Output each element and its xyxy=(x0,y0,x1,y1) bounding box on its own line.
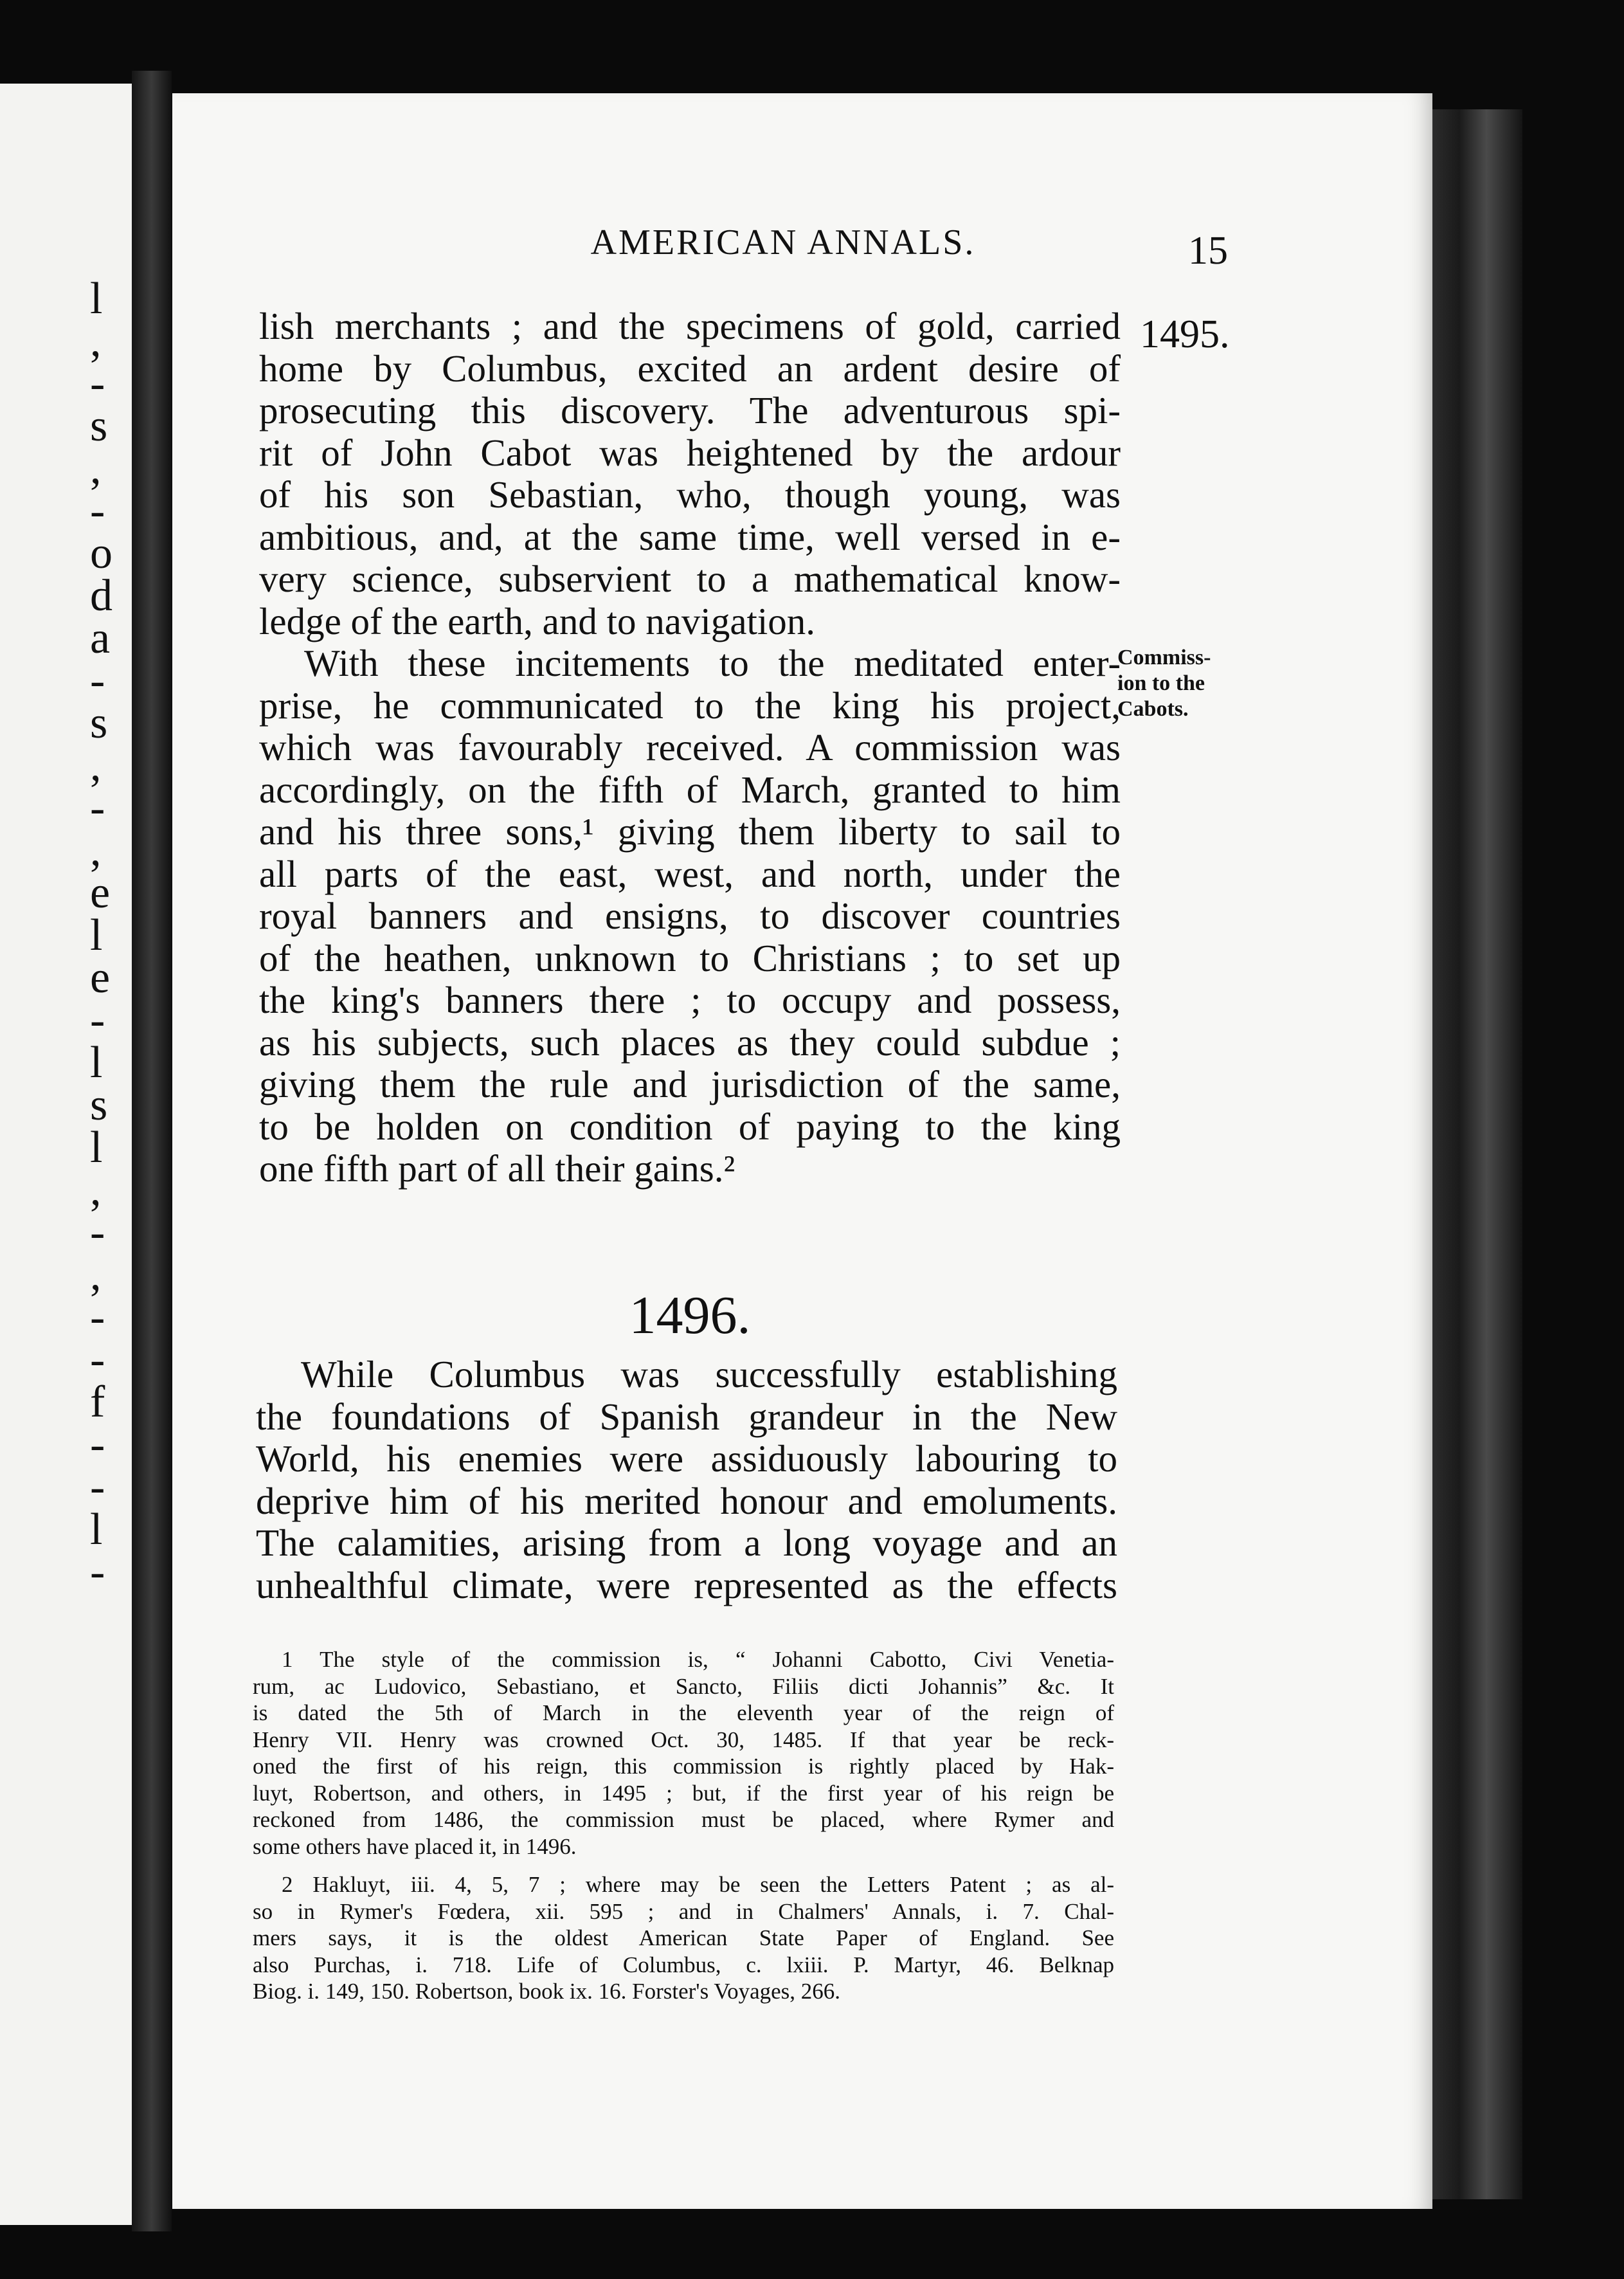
text-line: home by Columbus, excited an ardent desire of xyxy=(259,347,1121,390)
left-page-fragment: l xyxy=(90,274,103,323)
text-line: the king's banners there ; to occupy and possess, xyxy=(259,979,1121,1021)
text-line: of his son Sebastian, who, though young, was xyxy=(259,473,1121,516)
sidenote-line: ion to the xyxy=(1117,671,1205,695)
sidenote-line: Cabots. xyxy=(1117,697,1189,721)
page-number: 15 xyxy=(1188,229,1228,273)
footnote-2 xyxy=(253,1871,1114,2005)
footnote-line: mers says, it is the oldest American State Paper of England. See xyxy=(253,1925,1114,1950)
text-line: prise, he communicated to the king his project, xyxy=(259,684,1121,727)
year-heading: 1496. xyxy=(629,1285,751,1345)
paragraph-3 xyxy=(256,1354,1117,1606)
left-page-fragment: e xyxy=(90,953,111,1003)
text-line: deprive him of his merited honour and emoluments. xyxy=(256,1479,1117,1522)
left-page-fragment: d xyxy=(90,571,113,621)
footnote-1 xyxy=(253,1646,1114,1860)
sidenote xyxy=(1117,645,1265,722)
left-page-fragment: s xyxy=(90,1080,108,1130)
left-page-fragment: a xyxy=(90,613,111,663)
left-page-fragment: , xyxy=(90,316,102,366)
left-page-fragment: - xyxy=(90,359,105,408)
text-line: and his three sons,¹ giving them liberty to sail to xyxy=(259,810,1121,853)
text-line: unhealthful climate, were represented as the effects xyxy=(256,1563,1117,1606)
left-page-fragment: l xyxy=(90,1505,103,1554)
left-page-fragment: - xyxy=(90,656,105,705)
left-page-fragment: - xyxy=(90,995,105,1045)
page-edge-shadow xyxy=(1432,109,1522,2199)
left-facing-page xyxy=(0,84,136,2225)
footnote-line: 2 Hakluyt, iii. 4, 5, 7 ; where may be seen the Letters Patent ; as al- xyxy=(282,1872,1114,1897)
footnote-line: is dated the 5th of March in the eleventh year of the reign of xyxy=(253,1700,1114,1725)
left-page-fragment: - xyxy=(90,486,105,536)
footnote-line: 1 The style of the commission is, “ Johanni Cabotto, Civi Venetia- xyxy=(282,1647,1114,1672)
left-page-fragment: - xyxy=(90,1420,105,1469)
text-line: While Columbus was successfully establishing xyxy=(301,1353,1117,1395)
book-gutter xyxy=(132,71,172,2231)
main-text xyxy=(259,305,1121,1190)
left-page-fragment: f xyxy=(90,1377,105,1427)
footnote-line: some others have placed it, in 1496. xyxy=(253,1833,577,1859)
left-page-fragment: l xyxy=(90,1123,103,1172)
footnote-line: Biog. i. 149, 150. Robertson, book ix. 16. Forster's Voyages, 266. xyxy=(253,1979,841,2004)
left-page-fragment: , xyxy=(90,826,102,875)
left-page-fragment: e xyxy=(90,868,111,918)
text-line: rit of John Cabot was heightened by the ardour xyxy=(259,431,1121,474)
text-line: ledge of the earth, and to navigation. xyxy=(259,599,816,642)
text-line: as his subjects, such places as they could subdue ; xyxy=(259,1021,1121,1064)
text-line: one fifth part of all their gains.² xyxy=(259,1147,735,1190)
text-line: giving them the rule and jurisdiction of the same, xyxy=(259,1063,1121,1105)
text-line: With these incitements to the meditated enter- xyxy=(304,642,1121,684)
text-line: the foundations of Spanish grandeur in the New xyxy=(256,1395,1117,1438)
left-page-fragment: l xyxy=(90,911,103,960)
text-line: ambitious, and, at the same time, well versed in e- xyxy=(259,515,1121,558)
left-page-fragment: - xyxy=(90,1547,105,1597)
left-page-fragment: o xyxy=(90,529,113,578)
page xyxy=(172,93,1432,2209)
left-page-fragment: - xyxy=(90,1335,105,1385)
left-page-fragment: - xyxy=(90,1462,105,1512)
footnote-line: reckoned from 1486, the commission must be placed, where Rymer and xyxy=(253,1807,1114,1832)
margin-year: 1495. xyxy=(1140,313,1230,356)
left-page-fragment: s xyxy=(90,698,108,748)
text-line: very science, subservient to a mathematical know- xyxy=(259,558,1121,600)
text-line: all parts of the east, west, and north, under the xyxy=(259,852,1121,895)
sidenote-line: Commiss- xyxy=(1117,646,1211,669)
left-page-fragment: , xyxy=(90,444,102,493)
left-page-fragment: - xyxy=(90,1293,105,1342)
footnote-line: luyt, Robertson, and others, in 1495 ; but, if the first year of his reign be xyxy=(253,1780,1114,1806)
page-header xyxy=(172,222,1432,280)
text-line: to be holden on condition of paying to the king xyxy=(259,1105,1121,1148)
paragraph-2 xyxy=(259,642,1121,1190)
footnote-line: oned the first of his reign, this commission is rightly placed by Hak- xyxy=(253,1754,1114,1779)
text-line: accordingly, on the fifth of March, granted to him xyxy=(259,768,1121,811)
text-line: lish merchants ; and the specimens of gold, carried xyxy=(259,305,1121,347)
footnote-line: Henry VII. Henry was crowned Oct. 30, 1485. If that year be reck- xyxy=(253,1727,1114,1752)
text-line: which was favourably received. A commission was xyxy=(259,726,1121,768)
running-title: AMERICAN ANNALS. xyxy=(590,222,976,262)
main-text-continued xyxy=(256,1354,1117,1606)
text-line: World, his enemies were assiduously labouring to xyxy=(256,1437,1117,1480)
left-page-fragment: , xyxy=(90,1165,102,1215)
left-page-fragment: , xyxy=(90,1250,102,1300)
text-line: royal banners and ensigns, to discover countries xyxy=(259,894,1121,937)
text-line: prosecuting this discovery. The adventurous spi- xyxy=(259,389,1121,431)
footnote-line: so in Rymer's Fœdera, xii. 595 ; and in Chalmers' Annals, i. 7. Chal- xyxy=(253,1898,1114,1924)
left-page-fragment: - xyxy=(90,783,105,833)
text-line: The calamities, arising from a long voyage and an xyxy=(256,1521,1117,1564)
text-line: of the heathen, unknown to Christians ; to set up xyxy=(259,936,1121,979)
left-page-fragment: , xyxy=(90,741,102,790)
left-page-fragment: l xyxy=(90,1038,103,1087)
paragraph-1 xyxy=(259,305,1121,642)
left-page-fragment: s xyxy=(90,401,108,451)
footnote-line: also Purchas, i. 718. Life of Columbus, c. lxiii. P. Martyr, 46. Belknap xyxy=(253,1952,1114,1977)
left-page-fragment: - xyxy=(90,1208,105,1257)
footnotes xyxy=(253,1646,1114,2005)
footnote-line: rum, ac Ludovico, Sebastiano, et Sancto, Filiis dicti Johannis” &c. It xyxy=(253,1673,1114,1699)
